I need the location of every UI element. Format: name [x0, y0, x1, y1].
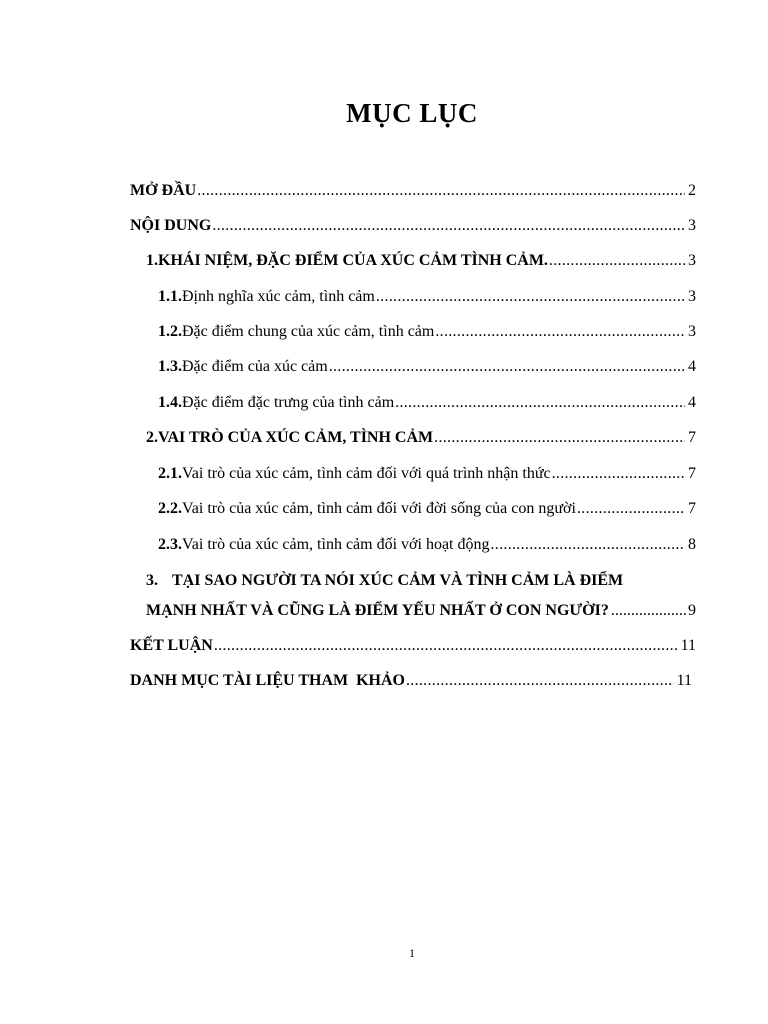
toc-entry-label: DANH MỤC TÀI LIỆU THAM KHẢO [130, 672, 405, 689]
toc-entry-label-line-1: TẠI SAO NGƯỜI TA NÓI XÚC CẢM VÀ TÌNH CẢM LÀ ĐIỂM [172, 572, 624, 589]
toc-entry-label: Vai trò của xúc cảm, tình cảm đối với quá trình nhận thức [182, 465, 551, 482]
toc-entry-label-line-2: MẠNH NHẤT VÀ CŨNG LÀ ĐIỂM YẾU NHẤT Ở CON NGƯỜI? [146, 602, 609, 619]
toc-entry-label: Đặc điểm của xúc cảm [182, 358, 328, 375]
page-number: 1 [409, 946, 415, 960]
toc-entry-section-2[interactable] [146, 428, 696, 448]
toc-entry-page: 3 [688, 323, 696, 340]
dot-leader [376, 287, 685, 307]
dot-leader [577, 499, 685, 519]
toc-entry-label: Đặc điểm đặc trưng của tình cảm [182, 394, 395, 411]
dot-leader [329, 357, 685, 377]
toc-entry-page: 4 [688, 358, 696, 375]
toc-entry-line-2 [146, 596, 696, 626]
toc-entry-line-1 [146, 566, 696, 596]
toc-entry-number: 1.2. [158, 323, 182, 340]
toc-entry-label: KHÁI NIỆM, ĐẶC ĐIỂM CỦA XÚC CẢM TÌNH CẢM. [158, 252, 548, 269]
toc-entry-section-2-2[interactable] [158, 499, 696, 519]
toc-entry-page: 3 [688, 252, 696, 269]
dot-leader [434, 428, 685, 448]
toc-entry-section-2-1[interactable] [158, 464, 696, 484]
toc-entry-number: 1. [146, 252, 158, 269]
toc-entry-label: Vai trò của xúc cảm, tình cảm đối với đời sống của con người [182, 500, 576, 517]
dot-leader [549, 251, 685, 271]
toc-entry-ket-luan[interactable] [130, 636, 696, 656]
toc-entry-label: NỘI DUNG [130, 217, 212, 234]
toc-entry-label: MỞ ĐẦU [130, 182, 197, 199]
toc-entry-label: VAI TRÒ CỦA XÚC CẢM, TÌNH CẢM [158, 429, 434, 446]
toc-entry-number: 2.3. [158, 536, 182, 553]
dot-leader [491, 535, 686, 555]
toc-entry-mo-dau[interactable] [130, 181, 696, 201]
toc-entry-number: 2.1. [158, 465, 182, 482]
toc-entry-number: 1.4. [158, 394, 182, 411]
dot-leader [435, 322, 685, 342]
dot-leader [406, 671, 674, 691]
toc-entry-label: Đặc điểm chung của xúc cảm, tình cảm [182, 323, 435, 340]
toc-entry-page: 3 [688, 217, 696, 234]
toc-entry-number: 2.2. [158, 500, 182, 517]
toc-entry-section-2-3[interactable] [158, 535, 696, 555]
toc-entry-page: 11 [676, 672, 692, 689]
toc-entry-noi-dung[interactable] [130, 216, 696, 236]
toc-entry-number: 2. [146, 429, 158, 446]
toc-entry-section-1-3[interactable] [158, 357, 696, 377]
dot-leader [552, 464, 685, 484]
toc-entry-page: 7 [688, 500, 696, 517]
dot-leader [611, 596, 686, 626]
toc-entry-page: 4 [688, 394, 696, 411]
toc-entry-label: Vai trò của xúc cảm, tình cảm đối với hoạt động [182, 536, 490, 553]
toc-entry-number: 1.3. [158, 358, 182, 375]
dot-leader [214, 636, 678, 656]
toc-entry-tai-lieu[interactable] [130, 671, 692, 691]
toc-entry-section-1-1[interactable] [158, 287, 696, 307]
toc-entry-label: Định nghĩa xúc cảm, tình cảm [182, 288, 375, 305]
toc-entry-section-3[interactable] [146, 566, 696, 626]
dot-leader [197, 181, 685, 201]
dot-leader [395, 393, 685, 413]
toc-entry-page: 7 [688, 429, 696, 446]
toc-entry-number: 3. [146, 572, 158, 589]
page-title: MỤC LỤC [346, 98, 478, 128]
toc-entry-page: 8 [688, 536, 696, 553]
dot-leader [212, 216, 685, 236]
toc-entry-page: 11 [680, 637, 696, 654]
toc-entry-page: 9 [688, 602, 696, 619]
toc-entry-page: 2 [688, 182, 696, 199]
toc-entry-section-1[interactable] [146, 251, 696, 271]
toc-entry-label: KẾT LUẬN [130, 637, 213, 654]
toc-entry-section-1-4[interactable] [158, 393, 696, 413]
toc-entry-page: 3 [688, 288, 696, 305]
toc-entry-number: 1.1. [158, 288, 182, 305]
toc-entry-page: 7 [688, 465, 696, 482]
toc-entry-section-1-2[interactable] [158, 322, 696, 342]
